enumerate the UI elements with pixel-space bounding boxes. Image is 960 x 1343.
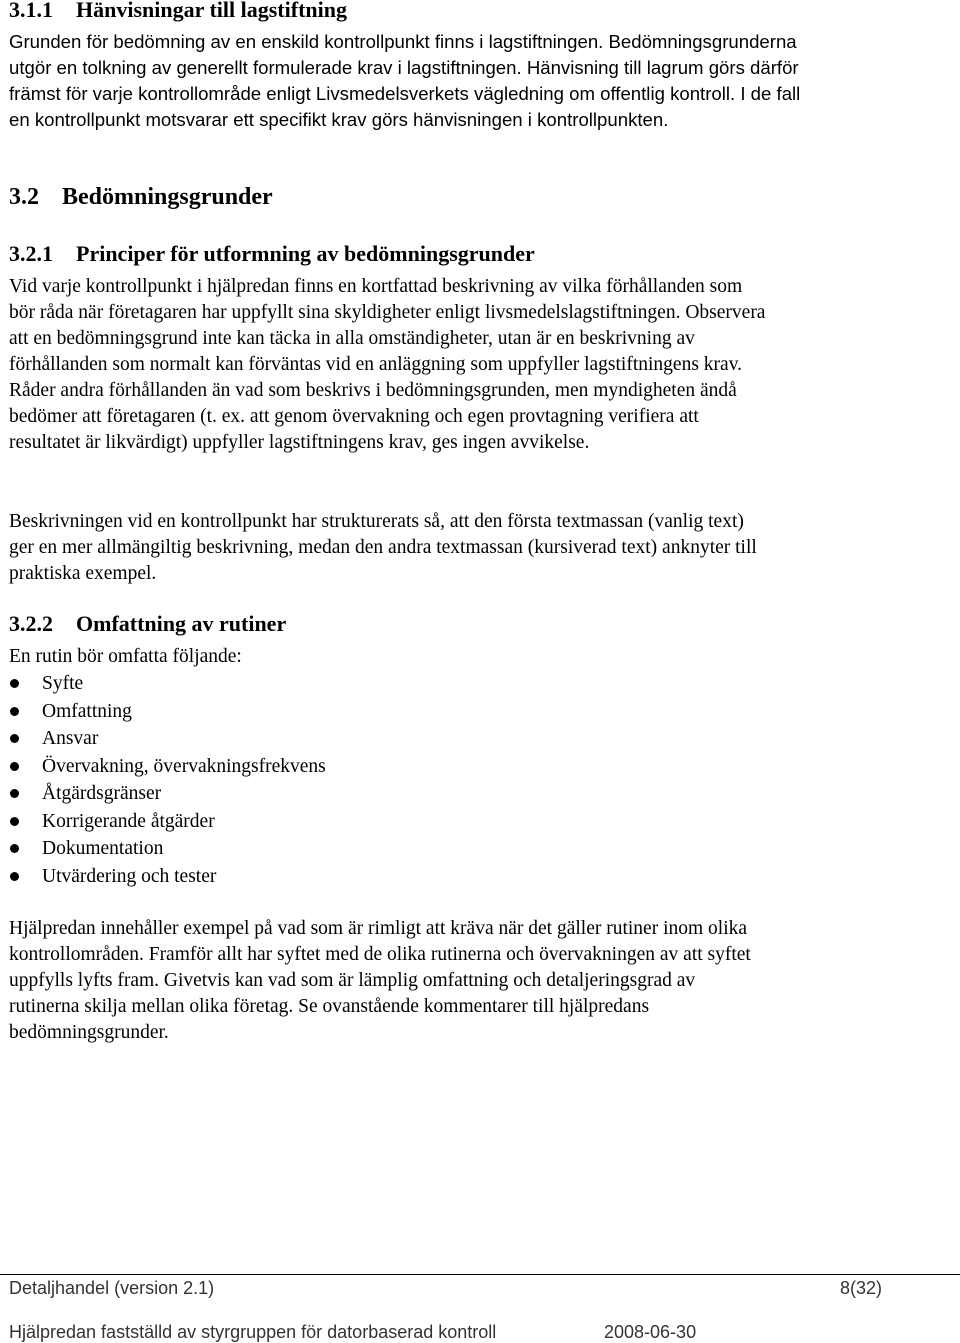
heading-number: 3.1.1 bbox=[9, 0, 53, 22]
heading-3-2-2 bbox=[9, 611, 286, 637]
footer-approved-by: Hjälpredan fastställd av styrgruppen för datorbaserad kontroll bbox=[9, 1322, 497, 1342]
list-item: Dokumentation bbox=[9, 835, 709, 863]
bullet-icon bbox=[10, 679, 19, 688]
list-item: Syfte bbox=[9, 670, 709, 698]
paragraph-beskrivningen: Beskrivningen vid en kontrollpunkt har strukturerats så, att den första textmassan (vanlig text) ger en mer allmängiltig beskrivning, medan den andra textmassan (kursiverad text) anknyter till praktiska exempel. bbox=[9, 511, 757, 584]
heading-number: 3.2 bbox=[9, 184, 39, 210]
rutin-list bbox=[9, 670, 709, 890]
list-item: Korrigerande åtgärder bbox=[9, 808, 709, 836]
footer-divider bbox=[0, 1274, 960, 1275]
list-item: Omfattning bbox=[9, 698, 709, 726]
list-item: Åtgärdsgränser bbox=[9, 780, 709, 808]
heading-title: Omfattning av rutiner bbox=[76, 611, 287, 636]
bullet-icon bbox=[10, 789, 19, 798]
list-intro: En rutin bör omfatta följande: bbox=[9, 646, 242, 667]
paragraph-hjalpredan: Hjälpredan innehåller exempel på vad som är rimligt att kräva när det gäller rutiner inom olika kontrollområden. Framför allt har syftet med de olika rutinerna och övervakningen av att syftet uppfylls lyfts fram. Givetvis kan vad som är lämplig omfattning och detaljeringsgrad av rutinerna skilja mellan olika företag. Se ovanstående kommentarer till hjälpredans bedömningsgrunder. bbox=[9, 918, 751, 1043]
bullet-icon bbox=[10, 844, 19, 853]
footer-page-number: 8(32) bbox=[840, 1278, 883, 1298]
list-item: Ansvar bbox=[9, 725, 709, 753]
bullet-icon bbox=[10, 872, 19, 881]
paragraph-principer: Vid varje kontrollpunkt i hjälpredan finns en kortfattad beskrivning av vilka förhållanden som bör råda när företagaren har uppfyllt sina skyldigheter enligt livsmedelslagstiftningen. Observera att en bedömningsgrund inte kan täcka in alla omständigheter, utan är en beskrivning av förhållanden som normalt kan förväntas vid en anläggning som uppfyller lagstiftningens krav. Råder andra förhållanden än vad som beskrivs i bedömningsgrunden, men myndigheten ändå bedömer att företagaren (t. ex. att genom övervakning och egen provtagning verifiera att resultatet är likvärdigt) uppfyller lagstiftningens krav, ges ingen avvikelse. bbox=[9, 276, 766, 453]
footer-doc-version: Detaljhandel (version 2.1) bbox=[9, 1278, 215, 1298]
heading-title: Hänvisningar till lagstiftning bbox=[76, 0, 347, 22]
heading-3-2 bbox=[9, 183, 273, 211]
heading-title: Principer för utformning av bedömningsgrunder bbox=[76, 241, 535, 266]
list-item: Utvärdering och tester bbox=[9, 863, 709, 891]
heading-3-1-1 bbox=[9, 0, 347, 23]
heading-title: Bedömningsgrunder bbox=[62, 184, 273, 210]
bullet-icon bbox=[10, 707, 19, 716]
list-item: Övervakning, övervakningsfrekvens bbox=[9, 753, 709, 781]
paragraph-lagstiftning: Grunden för bedömning av en enskild kontrollpunkt finns i lagstiftningen. Bedömningsgrunderna utgör en tolkning av generellt formulerade krav i lagstiftningen. Hänvisning till lagrum görs därför främst för varje kontrollområde enligt Livsmedelsverkets vägledning om offentlig kontroll. I de fall en kontrollpunkt motsvarar ett specifikt krav görs hänvisningen i kontrollpunkten. bbox=[9, 31, 801, 130]
bullet-icon bbox=[10, 817, 19, 826]
heading-number: 3.2.2 bbox=[9, 611, 53, 636]
footer-date: 2008-06-30 bbox=[604, 1322, 697, 1342]
heading-number: 3.2.1 bbox=[9, 241, 53, 266]
heading-3-2-1 bbox=[9, 241, 535, 267]
bullet-icon bbox=[10, 762, 19, 771]
bullet-icon bbox=[10, 734, 19, 743]
